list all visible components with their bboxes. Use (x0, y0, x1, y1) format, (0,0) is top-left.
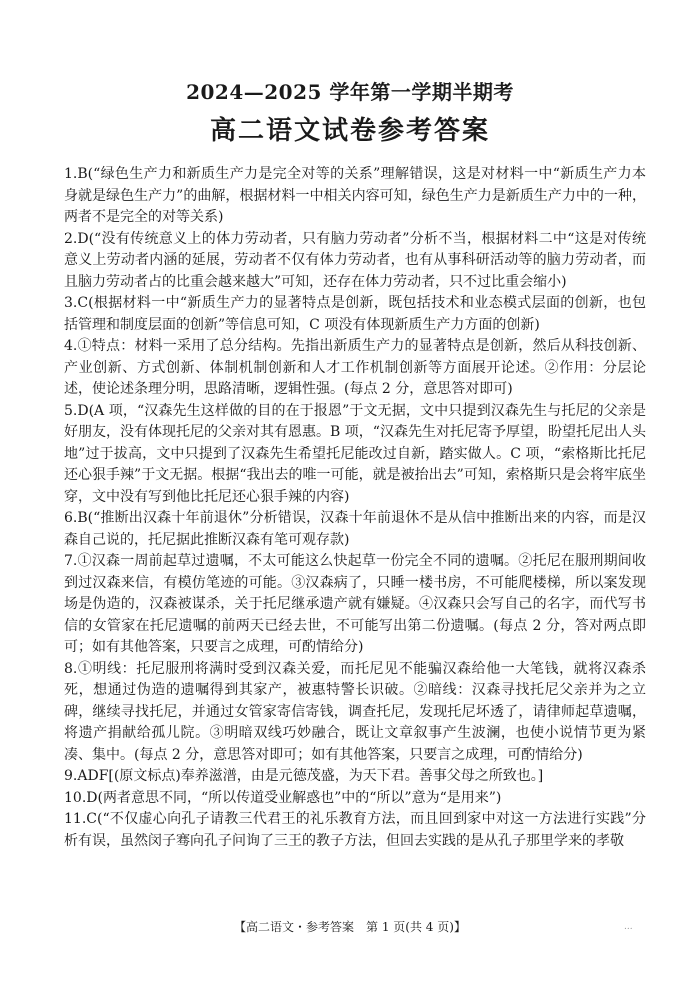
answer-text: B(“推断出汉森十年前退休”分析错误，汉森十年前退休不是从信中推断出来的内容，而是汉森自己说的，托尼据此推断汉森有笔可观存款) (64, 510, 646, 548)
answer-number: 4. (64, 338, 78, 354)
answer-item (64, 508, 646, 551)
answer-item (64, 401, 646, 509)
answer-text: D(“没有传统意义上的体力劳动者，只有脑力劳动者”分析不当，根据材料二中“这是对传统意义上劳动者内涵的延展，劳动者不仅有体力劳动者，也有从事科研活动等的脑力劳动者，而且脑力劳动者占的比重会越来越大”可知，还存在体力劳动者，只不过比重会缩小) (64, 230, 646, 290)
answer-text: D(A 项，“汉森先生这样做的目的在于报恩”于文无据，文中只提到汉森先生与托尼的父亲是好朋友，没有体现托尼的父亲对其有恩惠。B 项，“汉森先生对托尼寄予厚望，盼望托尼出人头地”过于拔高，文中只提到了汉森先生希望托尼能改过自新，踏实做人。C 项，“索格斯比托尼还心狠手辣”于文无据。根据“我出去的唯一可能，就是被抬出去”可知，索格斯只是会将牢底坐穿，文中没有写到他比托尼还心狠手辣的内容) (64, 402, 646, 505)
answer-text: ①汉森一周前起草过遗嘱，不太可能这么快起草一份完全不同的遗嘱。②托尼在服刑期间收到过汉森来信，有模仿笔迹的可能。③汉森病了，只睡一楼书房，不可能爬楼梯，所以案发现场是伪造的，汉森被谋杀，关于托尼继承遗产就有嫌疑。④汉森只会写自己的名字，而代写书信的女管家在托尼遗嘱的前两天已经去世，不可能写出第二份遗嘱。(每点 2 分，答对两点即可；如有其他答案，只要言之成理，可酌情给分) (64, 553, 646, 655)
answer-item (64, 164, 646, 229)
answer-number: 9. (64, 768, 78, 784)
answer-number: 5. (64, 402, 78, 419)
answer-text: C(根据材料一中“新质生产力的显著特点是创新，既包括技术和业态模式层面的创新，也包括管理和制度层面的创新”等信息可知，C 项没有体现新质生产力方面的创新) (64, 295, 646, 333)
answer-number: 3. (64, 295, 78, 311)
answer-text: ①特点：材料一采用了总分结构。先指出新质生产力的显著特点是创新，然后从科技创新、产业创新、方式创新、体制机制创新和人才工作机制创新等方面展开论述。②作用：分层论述，使论述条理分明，思路清晰，逻辑性强。(每点 2 分，意思答对即可) (64, 338, 646, 397)
answer-number: 1. (64, 166, 78, 182)
answer-number: 6. (64, 510, 78, 526)
answer-number: 11. (64, 811, 87, 827)
answer-text: D(两者意思不同，“所以传道受业解惑也”中的“所以”意为“是用来”) (86, 789, 502, 806)
answer-number: 2. (64, 230, 78, 247)
corner-mark: ... (624, 922, 633, 932)
answer-item (64, 766, 646, 788)
answer-number: 8. (64, 660, 78, 677)
exam-term-title: 2024—2025 学年第一学期半期考 (186, 80, 514, 104)
answer-number: 7. (64, 553, 78, 569)
answer-item (64, 809, 646, 852)
answer-text: C(“不仅虚心向孔子请教三代君王的礼乐教育方法，而且回到家中对这一方法进行实践”分析有误，虽然闵子骞向孔子问询了三王的教子方法，但回去实践的是从孔子那里学来的孝敬 (64, 811, 646, 849)
answer-number: 10. (64, 789, 87, 806)
answer-item (64, 229, 646, 294)
answer-item (64, 336, 646, 401)
answer-list (64, 164, 646, 852)
answer-item (64, 659, 646, 767)
answer-item (64, 293, 646, 336)
page-title: 高二语文试卷参考答案 (209, 116, 490, 146)
answer-item (64, 551, 646, 659)
answer-item (64, 788, 646, 810)
answer-text: ADF[(原文标点)奉养滋潽，由是元德茂盛，为天下君。善事父母之所致也。] (77, 768, 544, 784)
page-footer: 【高二语文・参考答案 第 1 页(共 4 页)】 (234, 920, 466, 934)
answer-text: B(“绿色生产力和新质生产力是完全对等的关系”理解错误，这是对材料一中“新质生产力本身就是绿色生产力”的曲解，根据材料一中相关内容可知，绿色生产力是新质生产力中的一种，两者不是完全的对等关系) (64, 166, 646, 225)
answer-text: ①明线：托尼服刑将满时受到汉森关爱，而托尼见不能骗汉森给他一大笔钱，就将汉森杀死，想通过伪造的遗嘱得到其家产，被惠特警长识破。②暗线：汉森寻找托尼父亲并为之立碑，继续寻找托尼，并通过女管家寄信寄钱，调查托尼，发现托尼坏透了，请律师起草遗嘱，将遗产捐献给孤儿院。③明暗双线巧妙融合，既让文章叙事产生波澜，也使小说情节更为紧凑、集中。(每点 2 分，意思答对即可；如有其他答案，只要言之成理，可酌情给分) (64, 660, 646, 763)
